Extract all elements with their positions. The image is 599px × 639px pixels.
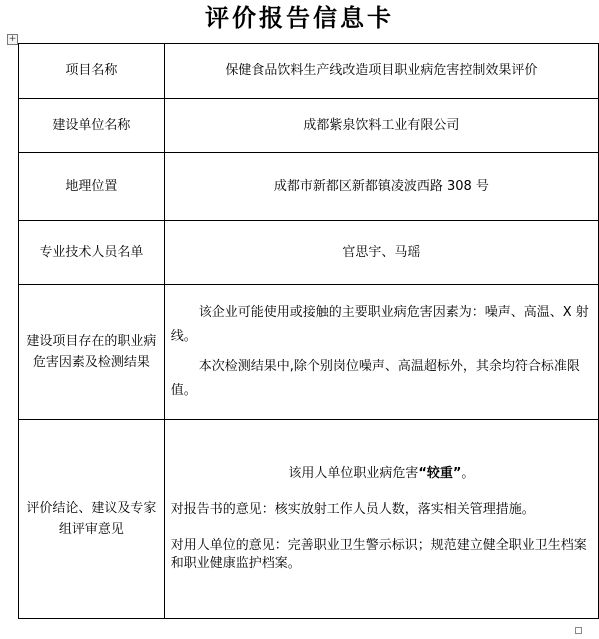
table-row bbox=[19, 153, 599, 221]
location-label: 地理位置 bbox=[19, 153, 165, 221]
conclusion-lead-text: 该用人单位职业病危害 bbox=[288, 466, 419, 481]
conclusion-content bbox=[164, 420, 598, 619]
hazards-content bbox=[164, 285, 598, 420]
table-row bbox=[19, 99, 599, 153]
table-row bbox=[19, 221, 599, 285]
report-opinion: 对报告书的意见：核实放射工作人员人数，落实相关管理措施。 bbox=[170, 502, 535, 517]
project-name-label: 项目名称 bbox=[19, 44, 165, 99]
table-row bbox=[19, 285, 599, 420]
conclusion-paragraph-1 bbox=[171, 465, 592, 483]
table-row bbox=[19, 420, 599, 619]
conclusion-label: 评价结论、建议及专家组评审意见 bbox=[19, 420, 165, 619]
location-value: 成都市新都区新都镇凌波西路 308 号 bbox=[164, 153, 598, 221]
hazards-paragraph-2: 本次检测结果中,除个别岗位噪声、高温超标外，其余均符合标准限值。 bbox=[170, 359, 580, 398]
project-name-value: 保健食品饮料生产线改造项目职业病危害控制效果评价 bbox=[164, 44, 598, 99]
info-card-table bbox=[18, 43, 599, 619]
staff-list-label: 专业技术人员名单 bbox=[19, 221, 165, 285]
table-move-handle-icon[interactable]: + bbox=[8, 34, 17, 44]
company-name-label: 建设单位名称 bbox=[19, 99, 165, 153]
table-resize-handle[interactable] bbox=[575, 627, 582, 634]
hazards-label: 建设项目存在的职业病危害因素及检测结果 bbox=[19, 285, 165, 420]
page-title: 评价报告信息卡 bbox=[205, 4, 394, 32]
table-row bbox=[19, 44, 599, 99]
conclusion-severity: “较重” bbox=[418, 466, 462, 481]
conclusion-period: 。 bbox=[461, 466, 475, 481]
hazards-paragraph-1: 该企业可能使用或接触的主要职业病危害因素为：噪声、高温、X 射线。 bbox=[170, 305, 589, 344]
company-name-value: 成都紫泉饮料工业有限公司 bbox=[164, 99, 598, 153]
employer-opinion: 对用人单位的意见：完善职业卫生警示标识；规范建立健全职业卫生档案和职业健康监护档案。 bbox=[170, 538, 587, 571]
staff-list-value: 官思宇、马瑶 bbox=[164, 221, 598, 285]
